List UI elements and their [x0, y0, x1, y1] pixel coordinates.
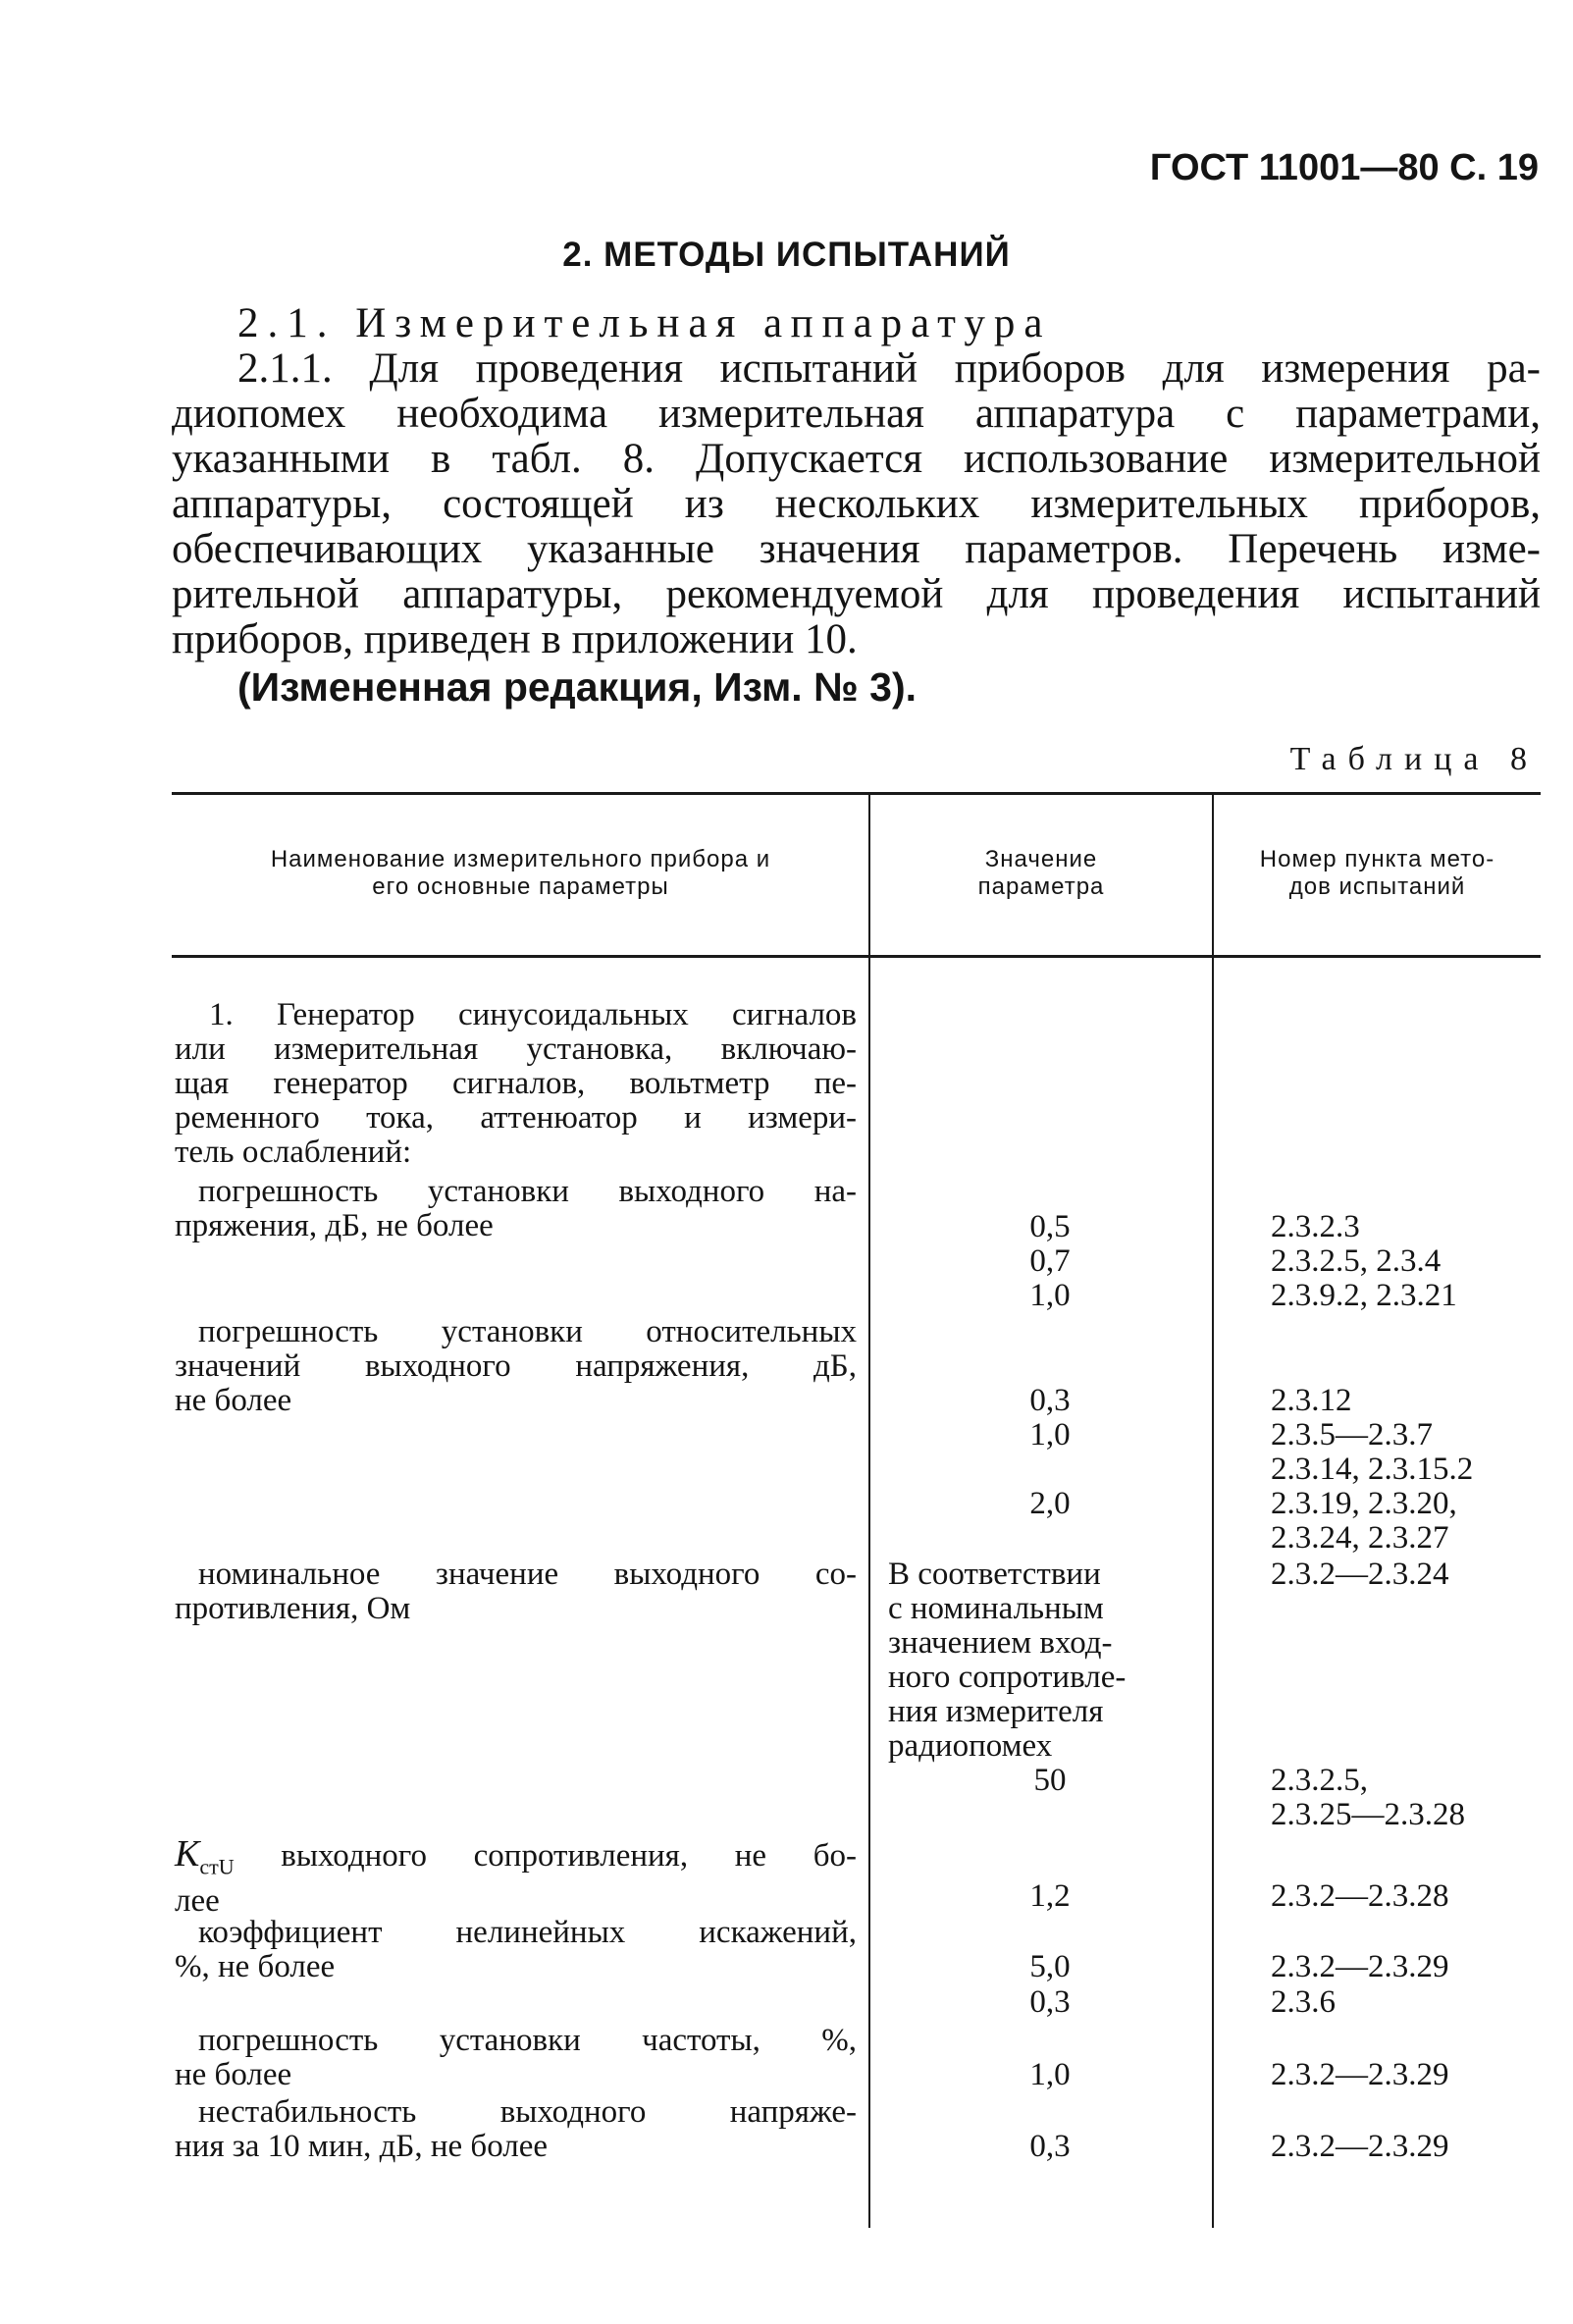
ref-line: 2.3.2.3 [1271, 1209, 1360, 1244]
desc-line: противления, Ом [175, 1591, 411, 1626]
row-reference [1271, 1950, 1555, 1984]
value-line: значением вход- [888, 1625, 1113, 1661]
table-header-value [870, 846, 1212, 901]
row-reference [1271, 1279, 1555, 1313]
desc-line: пряжения, дБ, не более [175, 1208, 494, 1243]
row-reference [1271, 1210, 1555, 1244]
desc-line: значений выходного напряжения, дБ, [175, 1348, 857, 1384]
row-value: 0,3 [1029, 1383, 1071, 1418]
row-value: 1,0 [1029, 1278, 1071, 1313]
ref-line: 2.3.5—2.3.7 [1271, 1417, 1433, 1452]
ref-line: 2.3.12 [1271, 1383, 1352, 1418]
paragraph-line: обеспечивающих указанные значения параметров. Перечень изме- [172, 526, 1541, 572]
desc-line: погрешность установки частоты, %, [198, 2023, 857, 2058]
table-header-name [175, 846, 866, 901]
row-description [175, 1315, 857, 1418]
page-header: ГОСТ 11001—80 С. 19 [1149, 147, 1539, 188]
value-line: В соответствии [888, 1557, 1101, 1592]
desc-line: ния за 10 мин, дБ, не более [175, 2129, 549, 2164]
table-label: Таблица 8 [1289, 741, 1539, 777]
row-value: 1,0 [1029, 1417, 1071, 1452]
ref-line: 2.3.2.5, 2.3.4 [1271, 1243, 1442, 1279]
row-reference [1271, 1384, 1555, 1418]
row-reference [1271, 2058, 1555, 2092]
desc-line: лее [175, 1882, 220, 1919]
section-title: 2. МЕТОДЫ ИСПЫТАНИЙ [562, 236, 1011, 274]
desc-line: не более [175, 1383, 292, 1418]
body-paragraph [172, 346, 1541, 662]
header-line: дов испытаний [1288, 873, 1466, 900]
row-value: 50 [1033, 1763, 1067, 1798]
table-header-rule [172, 955, 1541, 958]
row-value: 0,7 [1029, 1243, 1071, 1279]
desc-line: тель ослаблений: [175, 1135, 412, 1170]
ref-line: 2.3.2—2.3.29 [1271, 1949, 1449, 1984]
desc-line: не более [175, 2057, 292, 2092]
ref-line: 2.3.2—2.3.24 [1271, 1557, 1449, 1592]
ref-line: 2.3.6 [1271, 1984, 1336, 2020]
row-reference [1271, 1879, 1555, 1914]
amendment-note: (Измененная редакция, Изм. № 3). [237, 664, 918, 710]
row-description [175, 1558, 857, 1626]
row-description [175, 1833, 857, 1919]
paragraph-line: рительной аппаратуры, рекомендуемой для проведения испытаний [172, 571, 1541, 617]
desc-line: 1. Генератор синусоидальных сигналов [209, 997, 857, 1032]
row-reference [1271, 2130, 1555, 2164]
ref-line: 2.3.25—2.3.28 [1271, 1797, 1465, 1832]
value-line: радиопомех [888, 1728, 1053, 1764]
header-line: Номер пункта мето- [1259, 846, 1495, 872]
desc-line: коэффициент нелинейных искажений, [198, 1915, 857, 1950]
row-value: 0,3 [1029, 2129, 1071, 2164]
desc-line: или измерительная установка, включаю- [175, 1031, 857, 1067]
row-value: 1,0 [1029, 2057, 1071, 2092]
ref-line: 2.3.19, 2.3.20, [1271, 1486, 1457, 1521]
desc-line: номинальное значение выходного со- [198, 1557, 857, 1592]
desc-line: нестабильность выходного напряже- [198, 2094, 857, 2130]
ref-line: 2.3.2—2.3.29 [1271, 2129, 1449, 2164]
desc-line: погрешность установки выходного на- [198, 1174, 857, 1209]
row-value: 0,5 [1029, 1209, 1071, 1244]
row-reference [1271, 1418, 1555, 1487]
value-line: ния измерителя [888, 1694, 1104, 1729]
desc-line: выходного сопротивления, не бо- [234, 1838, 857, 1874]
paragraph-line: диопомех необходима измерительная аппаратура с параметрами, [172, 391, 1541, 437]
column-divider [1212, 795, 1214, 2228]
desc-line: погрешность установки относительных [198, 1314, 857, 1349]
row-reference [1271, 1764, 1555, 1832]
ref-line: 2.3.24, 2.3.27 [1271, 1520, 1449, 1556]
table-top-rule [172, 792, 1541, 795]
row-reference [1271, 1985, 1555, 2020]
paragraph-line: приборов, приведен в приложении 10. [172, 616, 858, 662]
row-reference [1271, 1244, 1555, 1279]
row-value [888, 1558, 1232, 1764]
row-value: 5,0 [1029, 1949, 1071, 1984]
row-description [175, 998, 857, 1170]
ref-line: 2.3.2—2.3.28 [1271, 1878, 1449, 1914]
value-line: с номинальным [888, 1591, 1104, 1626]
k-symbol: $K_{стU}$ [175, 1833, 235, 1879]
header-line: Наименование измерительного прибора и [270, 846, 771, 872]
paragraph-line: указанными в табл. 8. Допускается использование измерительной [172, 436, 1541, 482]
ref-line: 2.3.9.2, 2.3.21 [1271, 1278, 1457, 1313]
ref-line: 2.3.14, 2.3.15.2 [1271, 1452, 1474, 1487]
desc-line: щая генератор сигналов, вольтметр пе- [175, 1066, 857, 1101]
value-line: ного сопротивле- [888, 1660, 1127, 1695]
header-line: его основные параметры [372, 873, 669, 900]
row-description [175, 1175, 857, 1243]
row-value: 0,3 [1029, 1984, 1071, 2020]
desc-line: ременного тока, аттенюатор и измери- [175, 1100, 857, 1136]
subsection-title: 2.1. Измерительная аппаратура [237, 300, 1052, 346]
row-description [175, 1916, 857, 1984]
column-divider [868, 795, 870, 2228]
desc-line: %, не более [175, 1949, 336, 1984]
row-reference [1271, 1487, 1555, 1556]
paragraph-line: 2.1.1. Для проведения испытаний приборов для измерения ра- [237, 345, 1541, 392]
row-description [175, 2095, 857, 2164]
header-line: параметра [977, 873, 1105, 900]
paragraph-line: аппаратуры, состоящей из нескольких измерительных приборов, [172, 481, 1541, 527]
ref-line: 2.3.2.5, [1271, 1763, 1368, 1798]
ref-line: 2.3.2—2.3.29 [1271, 2057, 1449, 2092]
row-value: 2,0 [1029, 1486, 1071, 1521]
header-line: Значение [984, 846, 1098, 872]
row-reference [1271, 1558, 1555, 1592]
row-description [175, 2024, 857, 2092]
row-value: 1,2 [1029, 1878, 1071, 1914]
table-header-method [1214, 846, 1541, 901]
